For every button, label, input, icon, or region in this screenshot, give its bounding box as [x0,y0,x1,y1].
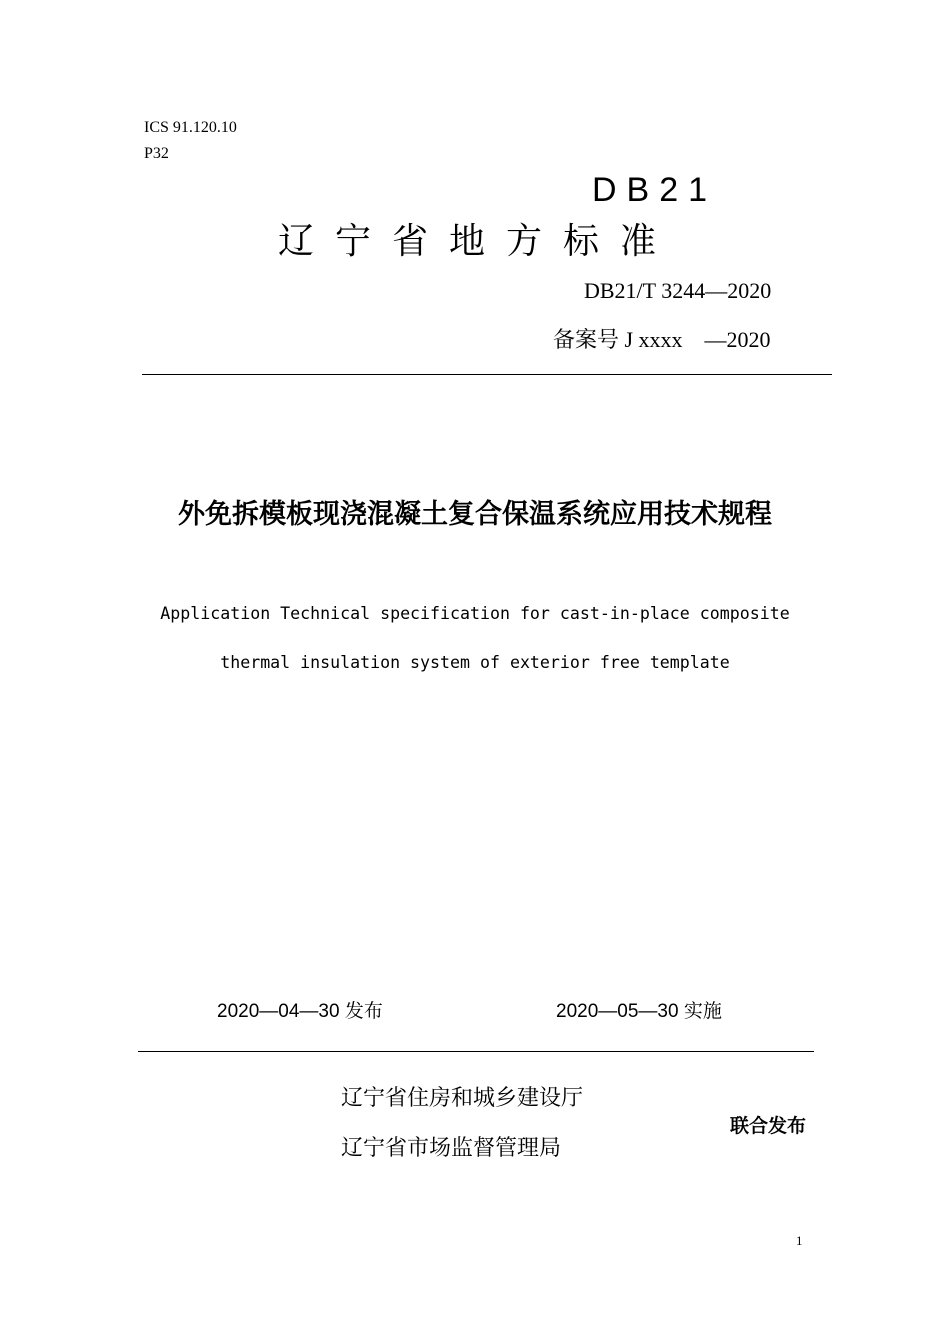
issuer-market-regulation: 辽宁省市场监督管理局 [341,1135,562,1160]
classification-code: P32 [144,145,169,162]
standard-number: DB21/T 3244—2020 [584,278,772,303]
ics-code: ICS 91.120.10 [144,119,237,136]
document-title-english-line2: thermal insulation system of exterior free template [220,653,730,672]
db-code: DB21 [592,171,718,209]
footer-divider [138,1051,814,1052]
document-title-chinese: 外免拆模板现浇混凝土复合保温系统应用技术规程 [178,499,772,529]
issue-date: 2020—04—30 发布 [217,1001,383,1022]
page-number: 1 [796,1233,803,1248]
record-number: 备案号 J xxxx —2020 [553,327,771,352]
issuer-housing-department: 辽宁省住房和城乡建设厅 [341,1085,584,1110]
standard-type-title: 辽宁省地方标准 [278,220,678,261]
implementation-date: 2020—05—30 实施 [556,1001,722,1022]
document-title-english-line1: Application Technical specification for cast-in-place composite [160,604,790,623]
header-divider [142,374,832,375]
joint-issue-label: 联合发布 [730,1116,807,1137]
